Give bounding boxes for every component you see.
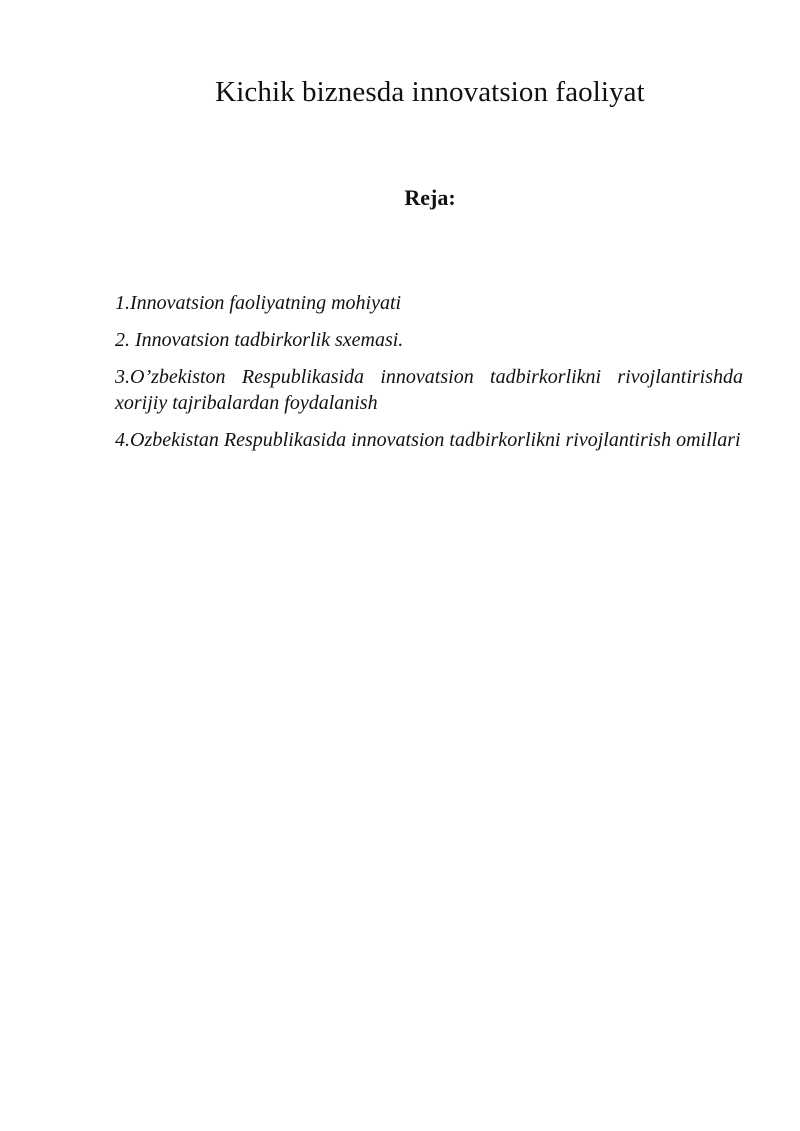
document-title: Kichik biznesda innovatsion faoliyat <box>215 76 645 108</box>
plan-list <box>115 290 743 464</box>
plan-item-4: 4.Ozbekistan Respublikasida innovatsion tadbirkorlikni rivojlantirish omillari <box>115 429 741 451</box>
plan-item-2: 2. Innovatsion tadbirkorlik sxemasi. <box>115 329 404 351</box>
plan-heading: Reja: <box>404 185 456 210</box>
plan-item-3: 3.O’zbekiston Respublikasida innovatsion tadbirkorlikni rivojlantirishda xorijiy tajribalardan foydalanish <box>115 366 743 414</box>
plan-item-1: 1.Innovatsion faoliyatning mohiyati <box>115 292 402 314</box>
